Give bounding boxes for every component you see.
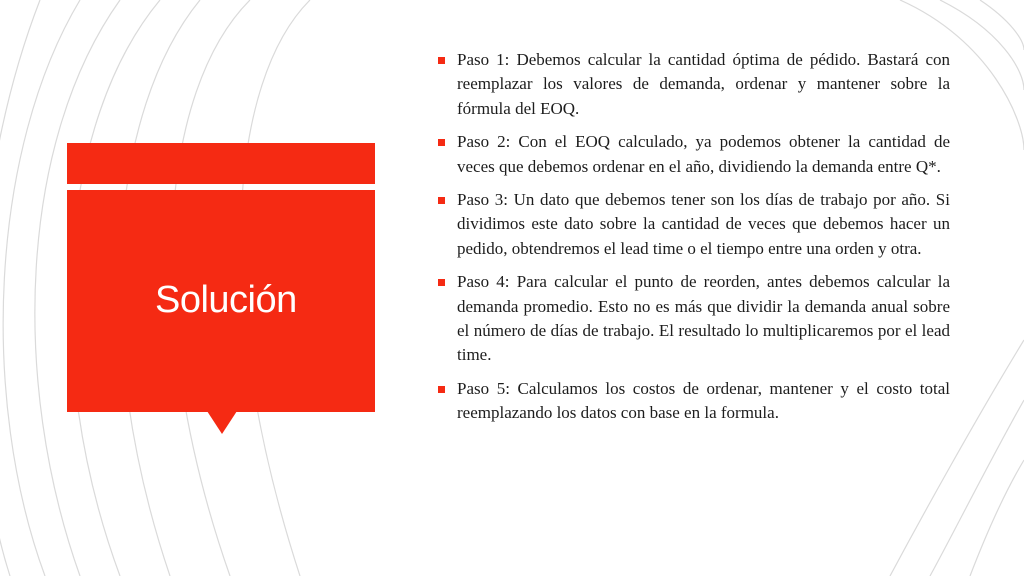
step-text: Paso 1: Debemos calcular la cantidad óptima de pédido. Bastará con reemplazar los valores de demanda, ordenar y mantener sobre la fórmula del EOQ. [457,50,950,118]
step-text: Paso 5: Calculamos los costos de ordenar, mantener y el costo total reemplazando los datos con base en la formula. [457,378,950,423]
step-item [437,377,950,426]
red-square-bullet-icon [438,279,445,286]
steps-list [437,48,950,435]
slide-title: Solución [155,279,297,321]
red-square-bullet-icon [438,139,445,146]
step-text: Paso 2: Con el EOQ calculado, ya podemos obtener la cantidad de veces que debemos ordenar en el año, dividiendo la demanda entre Q*. [457,132,950,176]
red-square-bullet-icon [438,197,445,204]
step-item [437,48,950,121]
red-square-bullet-icon [438,57,445,64]
step-text: Paso 4: Para calcular el punto de reorden, antes debemos calcular la demanda promedio. Esto no es más que dividir la demanda anual sobre el número de días de trabajo. El resultado lo multiplicaremos por el lead time. [457,272,950,365]
red-square-bullet-icon [438,386,445,393]
step-item [437,188,950,261]
title-accent-strip [67,143,375,184]
step-item [437,270,950,368]
step-text: Paso 3: Un dato que debemos tener son los días de trabajo por año. Si dividimos este dato sobre la cantidad de veces que debemos hacer un pedido, obtendremos el lead time o el tiempo entre una orden y otra. [457,190,950,258]
step-item [437,130,950,179]
title-pointer [207,411,237,434]
